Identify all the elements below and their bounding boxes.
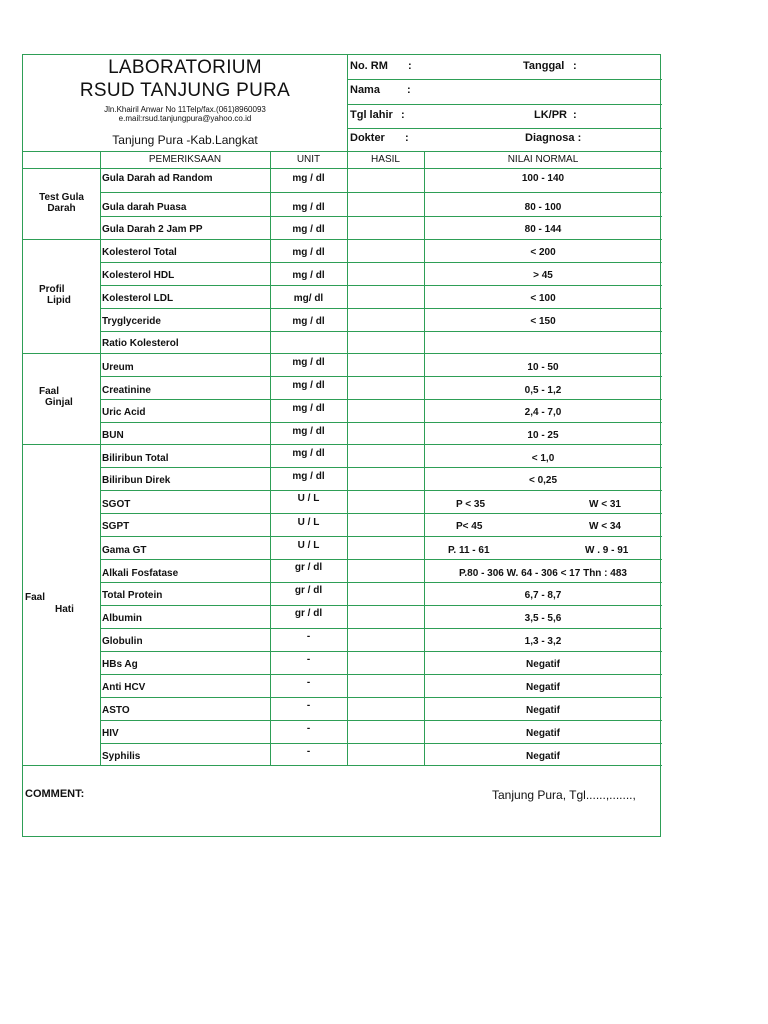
normal-value: 1,3 - 3,2 [524,636,562,647]
normal-value: < 1,0 [531,453,555,464]
diagnosa-label: Diagnosa : [525,132,582,144]
test-unit: gr / dl [294,585,323,596]
test-unit: - [306,677,311,688]
test-unit: U / L [297,540,320,551]
normal-value: P.80 - 306 W. 64 - 306 < 17 Thn : 483 [459,568,627,579]
tgl-lahir-label: Tgl lahir [350,109,393,121]
normal-value-female: W . 9 - 91 [585,545,629,556]
test-name: Tryglyceride [102,316,161,327]
normal-value: < 150 [530,316,556,327]
normal-value: 10 - 25 [527,430,559,441]
test-unit: mg / dl [292,173,325,184]
test-unit: mg / dl [292,448,325,459]
header-hasil: HASIL [371,154,400,165]
normal-value-male: P < 35 [456,499,486,510]
group-label: Ginjal [45,397,73,408]
test-unit: gr / dl [294,562,323,573]
test-unit: - [306,723,311,734]
normal-value: Negatif [526,751,560,762]
normal-value: < 200 [530,247,556,258]
tanggal-label: Tanggal [523,60,565,72]
test-unit: mg/ dl [293,293,324,304]
group-label: Test Gula [39,192,84,203]
test-unit: mg / dl [292,316,325,327]
test-name: Gula Darah 2 Jam PP [102,224,203,235]
test-name: HBs Ag [102,659,138,670]
test-name: Kolesterol Total [102,247,177,258]
lab-form [22,54,661,837]
lk-pr-label: LK/PR [534,109,567,121]
normal-value: 10 - 50 [527,362,559,373]
test-name: Ratio Kolesterol [102,338,179,349]
test-unit: - [306,746,311,757]
test-unit: mg / dl [292,202,325,213]
test-name: SGPT [102,521,130,532]
location-line: Tanjung Pura -Kab.Langkat [112,133,258,147]
normal-value: Negatif [526,728,560,739]
test-unit: mg / dl [292,403,325,414]
test-unit: - [306,654,311,665]
test-name: Alkali Fosfatase [102,568,179,579]
lk-pr-colon: : [573,109,577,121]
normal-value: Negatif [526,659,560,670]
normal-value: 0,5 - 1,2 [524,385,562,396]
hospital-name: RSUD TANJUNG PURA [79,80,291,101]
group-label: Lipid [47,295,71,306]
test-name: Albumin [102,613,142,624]
test-unit: mg / dl [292,357,325,368]
test-name: Biliribun Direk [102,475,171,486]
normal-value: < 0,25 [528,475,558,486]
dokter-colon: : [405,132,409,144]
nama-label: Nama [350,84,380,96]
test-name: Syphilis [102,751,141,762]
normal-value: 80 - 144 [524,224,562,235]
test-unit: U / L [297,493,320,504]
normal-value: Negatif [526,705,560,716]
test-unit: mg / dl [292,380,325,391]
header-unit: UNIT [296,154,321,165]
dokter-label: Dokter [350,132,385,144]
test-unit: U / L [297,517,320,528]
lab-title: LABORATORIUM [108,57,262,78]
group-label: Faal [39,386,60,397]
normal-value-male: P. 11 - 61 [448,545,490,556]
header-pemeriksaan: PEMERIKSAAN [148,154,222,165]
email-line: e.mail:rsud.tanjungpura@yahoo.co.id [118,114,252,123]
tanggal-colon: : [573,60,577,72]
group-label: Darah [47,203,76,214]
normal-value: 3,5 - 5,6 [524,613,562,624]
test-name: Anti HCV [102,682,146,693]
nama-colon: : [407,84,411,96]
test-unit: gr / dl [294,608,323,619]
test-name: Total Protein [102,590,163,601]
test-name: ASTO [102,705,130,716]
test-unit: mg / dl [292,224,325,235]
normal-value: > 45 [533,270,553,281]
test-name: Uric Acid [102,407,146,418]
normal-value-female: W < 31 [589,499,621,510]
no-rm-colon: : [408,60,412,72]
test-name: Gula Darah ad Random [102,173,213,184]
test-name: Creatinine [102,385,151,396]
header-nilai-normal: NILAI NORMAL [507,154,579,165]
normal-value-male: P< 45 [456,521,483,532]
normal-value: 2,4 - 7,0 [524,407,562,418]
test-name: Ureum [102,362,134,373]
test-name: Kolesterol LDL [102,293,174,304]
group-label: Hati [55,604,74,615]
normal-value: 80 - 100 [524,202,562,213]
test-unit: - [306,631,311,642]
test-unit: mg / dl [292,247,325,258]
normal-value: Negatif [526,682,560,693]
test-name: Globulin [102,636,143,647]
normal-value: < 100 [530,293,556,304]
test-name: SGOT [102,499,131,510]
test-name: BUN [102,430,124,441]
test-name: HIV [102,728,119,739]
group-label: Faal [25,592,46,603]
no-rm-label: No. RM [350,60,388,72]
group-label: Profil [39,284,65,295]
test-unit: mg / dl [292,471,325,482]
comment-label: COMMENT: [25,788,85,800]
test-unit: mg / dl [292,426,325,437]
test-unit: mg / dl [292,270,325,281]
test-name: Gula darah Puasa [102,202,187,213]
test-name: Kolesterol HDL [102,270,175,281]
normal-value: 100 - 140 [521,173,565,184]
test-name: Gama GT [102,545,147,556]
normal-value: 6,7 - 8,7 [524,590,562,601]
address-line: Jln.Khairil Anwar No 11Telp/fax.(061)8960093 [104,105,266,114]
test-name: Biliribun Total [102,453,169,464]
tgl-lahir-colon: : [401,109,405,121]
place-date: Tanjung Pura, Tgl......,......., [492,788,636,802]
normal-value-female: W < 34 [589,521,621,532]
test-unit: - [306,700,311,711]
